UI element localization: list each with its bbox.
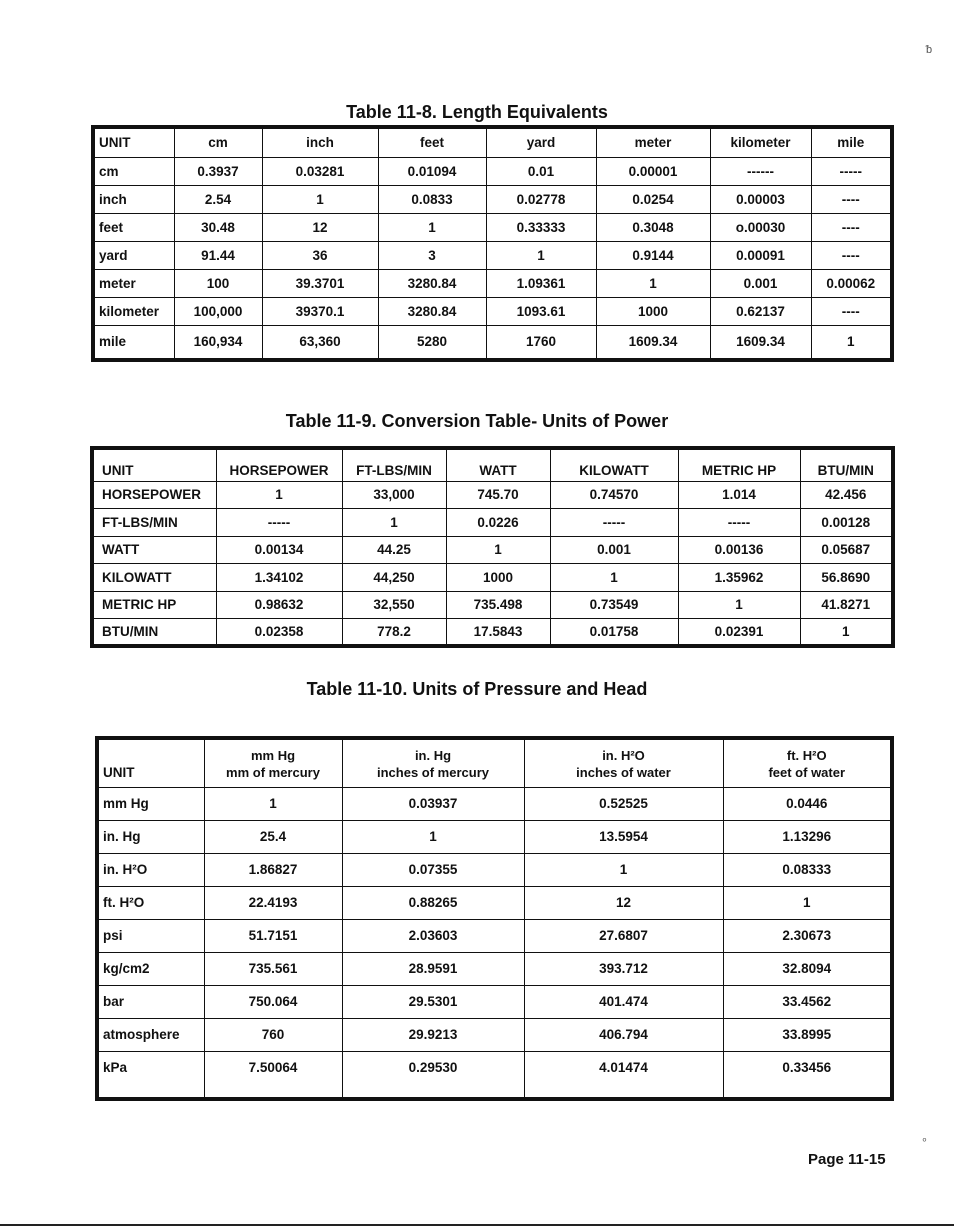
table-row: [93, 241, 892, 269]
table-row: [93, 297, 892, 325]
table-cell: 1.35962: [678, 564, 800, 592]
table-cell: 393.712: [524, 952, 723, 985]
table-cell: 12: [524, 886, 723, 919]
table-cell: 3280.84: [378, 297, 486, 325]
table-cell: 735.498: [446, 591, 550, 619]
table-cell: 1: [446, 536, 550, 564]
table-cell: ------: [710, 157, 811, 185]
table-cell: 0.88265: [342, 886, 524, 919]
column-header: BTU/MIN: [800, 448, 893, 481]
table-cell: 27.6807: [524, 919, 723, 952]
table-cell: 33.4562: [723, 985, 892, 1018]
table-header-row: [92, 448, 893, 481]
table-cell: 32,550: [342, 591, 446, 619]
table-cell: 33.8995: [723, 1018, 892, 1051]
table-cell: -----: [216, 509, 342, 537]
table-cell: 0.0446: [723, 787, 892, 820]
table-cell: 1: [204, 787, 342, 820]
table-cell: 0.00091: [710, 241, 811, 269]
column-header: FT-LBS/MIN: [342, 448, 446, 481]
table-cell: 1: [596, 269, 710, 297]
row-header: BTU/MIN: [92, 619, 216, 647]
table-cell: 778.2: [342, 619, 446, 647]
row-header: in. Hg: [97, 820, 204, 853]
row-header: kilometer: [93, 297, 174, 325]
table-row: [97, 787, 892, 820]
table-cell: 401.474: [524, 985, 723, 1018]
table-cell: 56.8690: [800, 564, 893, 592]
table-cell: 735.561: [204, 952, 342, 985]
row-header: in. H²O: [97, 853, 204, 886]
table-cell: 29.9213: [342, 1018, 524, 1051]
row-header: feet: [93, 213, 174, 241]
table-cell: 0.0833: [378, 185, 486, 213]
table-cell: 1: [723, 886, 892, 919]
page-number: Page 11-15: [808, 1151, 886, 1168]
table-cell: 1: [342, 509, 446, 537]
table-cell: 1: [486, 241, 596, 269]
table-cell: 0.52525: [524, 787, 723, 820]
table-cell: 0.08333: [723, 853, 892, 886]
bottom-rule: [0, 1224, 954, 1226]
table-cell: 745.70: [446, 481, 550, 509]
column-header: UNIT: [93, 127, 174, 157]
table-cell: 1.09361: [486, 269, 596, 297]
table-cell: 0.01: [486, 157, 596, 185]
table-row: [97, 985, 892, 1018]
table-row: [92, 509, 893, 537]
table-row: [92, 564, 893, 592]
table-cell: 1: [800, 619, 893, 647]
table-cell: 17.5843: [446, 619, 550, 647]
table-cell: 0.00134: [216, 536, 342, 564]
table-cell: ----: [811, 213, 892, 241]
column-header: [204, 738, 342, 787]
row-header: WATT: [92, 536, 216, 564]
table-cell: 0.98632: [216, 591, 342, 619]
row-header: inch: [93, 185, 174, 213]
row-header: kPa: [97, 1051, 204, 1099]
column-header: [723, 738, 892, 787]
length-equivalents-table: [91, 125, 894, 362]
table-cell: 30.48: [174, 213, 262, 241]
table-cell: 44.25: [342, 536, 446, 564]
table-cell: 0.02778: [486, 185, 596, 213]
table-cell: 13.5954: [524, 820, 723, 853]
table-cell: 1760: [486, 325, 596, 360]
row-header: psi: [97, 919, 204, 952]
table-row: [92, 591, 893, 619]
table-cell: 1: [262, 185, 378, 213]
table-cell: o.00030: [710, 213, 811, 241]
row-header: cm: [93, 157, 174, 185]
table-cell: 4.01474: [524, 1051, 723, 1099]
table-row: [97, 1051, 892, 1099]
table-header-row: [93, 127, 892, 157]
table-row: [92, 481, 893, 509]
table-cell: ----: [811, 297, 892, 325]
column-header-unit: mm Hg: [250, 747, 296, 763]
column-header: WATT: [446, 448, 550, 481]
table-cell: 1093.61: [486, 297, 596, 325]
table-cell: 0.9144: [596, 241, 710, 269]
table-row: [97, 886, 892, 919]
row-header: yard: [93, 241, 174, 269]
column-header: inch: [262, 127, 378, 157]
table-cell: 0.00062: [811, 269, 892, 297]
table-11-9-title: Table 11-9. Conversion Table- Units of Power: [285, 411, 669, 431]
table-row: [92, 536, 893, 564]
table-cell: 100,000: [174, 297, 262, 325]
table-cell: 0.001: [550, 536, 678, 564]
table-cell: 0.0226: [446, 509, 550, 537]
table-row: [97, 820, 892, 853]
table-cell: 1: [524, 853, 723, 886]
table-cell: 1609.34: [710, 325, 811, 360]
column-header-unit: in. H²O: [602, 747, 645, 763]
table-cell: 1: [378, 213, 486, 241]
table-row: [97, 919, 892, 952]
table-cell: 25.4: [204, 820, 342, 853]
table-cell: 44,250: [342, 564, 446, 592]
row-header: mile: [93, 325, 174, 360]
table-cell: 7.50064: [204, 1051, 342, 1099]
table-cell: 2.54: [174, 185, 262, 213]
column-header-description: mm of mercury: [226, 764, 320, 780]
table-cell: 36: [262, 241, 378, 269]
column-header: feet: [378, 127, 486, 157]
row-header: meter: [93, 269, 174, 297]
table-cell: 28.9591: [342, 952, 524, 985]
column-header: yard: [486, 127, 596, 157]
table-cell: 22.4193: [204, 886, 342, 919]
table-cell: 63,360: [262, 325, 378, 360]
table-cell: 0.3937: [174, 157, 262, 185]
table-cell: 0.01094: [378, 157, 486, 185]
table-cell: ----: [811, 241, 892, 269]
table-cell: 5280: [378, 325, 486, 360]
table-cell: 39.3701: [262, 269, 378, 297]
table-cell: 29.5301: [342, 985, 524, 1018]
table-cell: 1: [550, 564, 678, 592]
table-cell: 0.73549: [550, 591, 678, 619]
table-row: [97, 952, 892, 985]
table-cell: 0.0254: [596, 185, 710, 213]
table-cell: 42.456: [800, 481, 893, 509]
pressure-head-table: [95, 736, 894, 1101]
table-cell: 2.03603: [342, 919, 524, 952]
table-11-10-title: Table 11-10. Units of Pressure and Head: [306, 679, 648, 699]
column-header: meter: [596, 127, 710, 157]
table-cell: 760: [204, 1018, 342, 1051]
row-header: ft. H²O: [97, 886, 204, 919]
table-cell: 0.33333: [486, 213, 596, 241]
table-cell: 0.02391: [678, 619, 800, 647]
table-cell: 1.34102: [216, 564, 342, 592]
scan-mark: ∘: [921, 1134, 928, 1146]
column-header-description: feet of water: [768, 764, 846, 780]
table-cell: 51.7151: [204, 919, 342, 952]
table-cell: 0.01758: [550, 619, 678, 647]
power-units-table: [90, 446, 895, 648]
table-cell: -----: [678, 509, 800, 537]
column-header: [342, 738, 524, 787]
column-header: UNIT: [92, 448, 216, 481]
row-header: FT-LBS/MIN: [92, 509, 216, 537]
table-cell: 1: [216, 481, 342, 509]
table-cell: 32.8094: [723, 952, 892, 985]
row-header: KILOWATT: [92, 564, 216, 592]
table-cell: 1.86827: [204, 853, 342, 886]
table-cell: 0.74570: [550, 481, 678, 509]
table-cell: 0.62137: [710, 297, 811, 325]
scan-mark: ᵬ: [926, 44, 933, 56]
table-cell: 160,934: [174, 325, 262, 360]
table-cell: 0.03281: [262, 157, 378, 185]
row-header: kg/cm2: [97, 952, 204, 985]
row-header: bar: [97, 985, 204, 1018]
table-cell: 1: [342, 820, 524, 853]
table-row: [93, 185, 892, 213]
table-cell: ----: [811, 185, 892, 213]
table-cell: 12: [262, 213, 378, 241]
table-row: [93, 213, 892, 241]
table-cell: 0.00001: [596, 157, 710, 185]
column-header: cm: [174, 127, 262, 157]
row-header: mm Hg: [97, 787, 204, 820]
column-header: HORSEPOWER: [216, 448, 342, 481]
row-header: HORSEPOWER: [92, 481, 216, 509]
column-header-description: inches of water: [576, 764, 671, 780]
table-cell: 0.00136: [678, 536, 800, 564]
table-cell: 91.44: [174, 241, 262, 269]
table-cell: 1: [678, 591, 800, 619]
table-cell: 0.33456: [723, 1051, 892, 1099]
table-cell: 1000: [446, 564, 550, 592]
column-header-unit: ft. H²O: [786, 747, 827, 763]
table-row: [93, 157, 892, 185]
table-cell: 1: [811, 325, 892, 360]
column-header-description: inches of mercury: [377, 764, 489, 780]
table-cell: 1000: [596, 297, 710, 325]
table-cell: 0.03937: [342, 787, 524, 820]
table-row: [93, 269, 892, 297]
table-cell: 0.3048: [596, 213, 710, 241]
table-cell: 33,000: [342, 481, 446, 509]
table-cell: 0.07355: [342, 853, 524, 886]
table-row: [93, 325, 892, 360]
table-cell: 750.064: [204, 985, 342, 1018]
row-header: METRIC HP: [92, 591, 216, 619]
table-cell: 0.00003: [710, 185, 811, 213]
table-header-row: [97, 738, 892, 787]
column-header: KILOWATT: [550, 448, 678, 481]
column-header: METRIC HP: [678, 448, 800, 481]
table-cell: 3: [378, 241, 486, 269]
table-cell: 0.05687: [800, 536, 893, 564]
table-cell: 0.02358: [216, 619, 342, 647]
table-cell: 41.8271: [800, 591, 893, 619]
table-cell: 1609.34: [596, 325, 710, 360]
row-header: atmosphere: [97, 1018, 204, 1051]
table-cell: 3280.84: [378, 269, 486, 297]
table-cell: 0.29530: [342, 1051, 524, 1099]
table-cell: -----: [550, 509, 678, 537]
table-cell: 39370.1: [262, 297, 378, 325]
table-cell: 0.00128: [800, 509, 893, 537]
table-cell: 2.30673: [723, 919, 892, 952]
column-header: mile: [811, 127, 892, 157]
column-header: [524, 738, 723, 787]
table-row: [97, 853, 892, 886]
table-cell: 406.794: [524, 1018, 723, 1051]
table-11-8-title: Table 11-8. Length Equivalents: [346, 102, 608, 122]
column-header: UNIT: [97, 738, 204, 787]
table-cell: -----: [811, 157, 892, 185]
column-header: kilometer: [710, 127, 811, 157]
column-header-unit: in. Hg: [414, 747, 452, 763]
table-cell: 1.014: [678, 481, 800, 509]
table-cell: 100: [174, 269, 262, 297]
table-row: [92, 619, 893, 647]
table-row: [97, 1018, 892, 1051]
table-cell: 1.13296: [723, 820, 892, 853]
table-cell: 0.001: [710, 269, 811, 297]
